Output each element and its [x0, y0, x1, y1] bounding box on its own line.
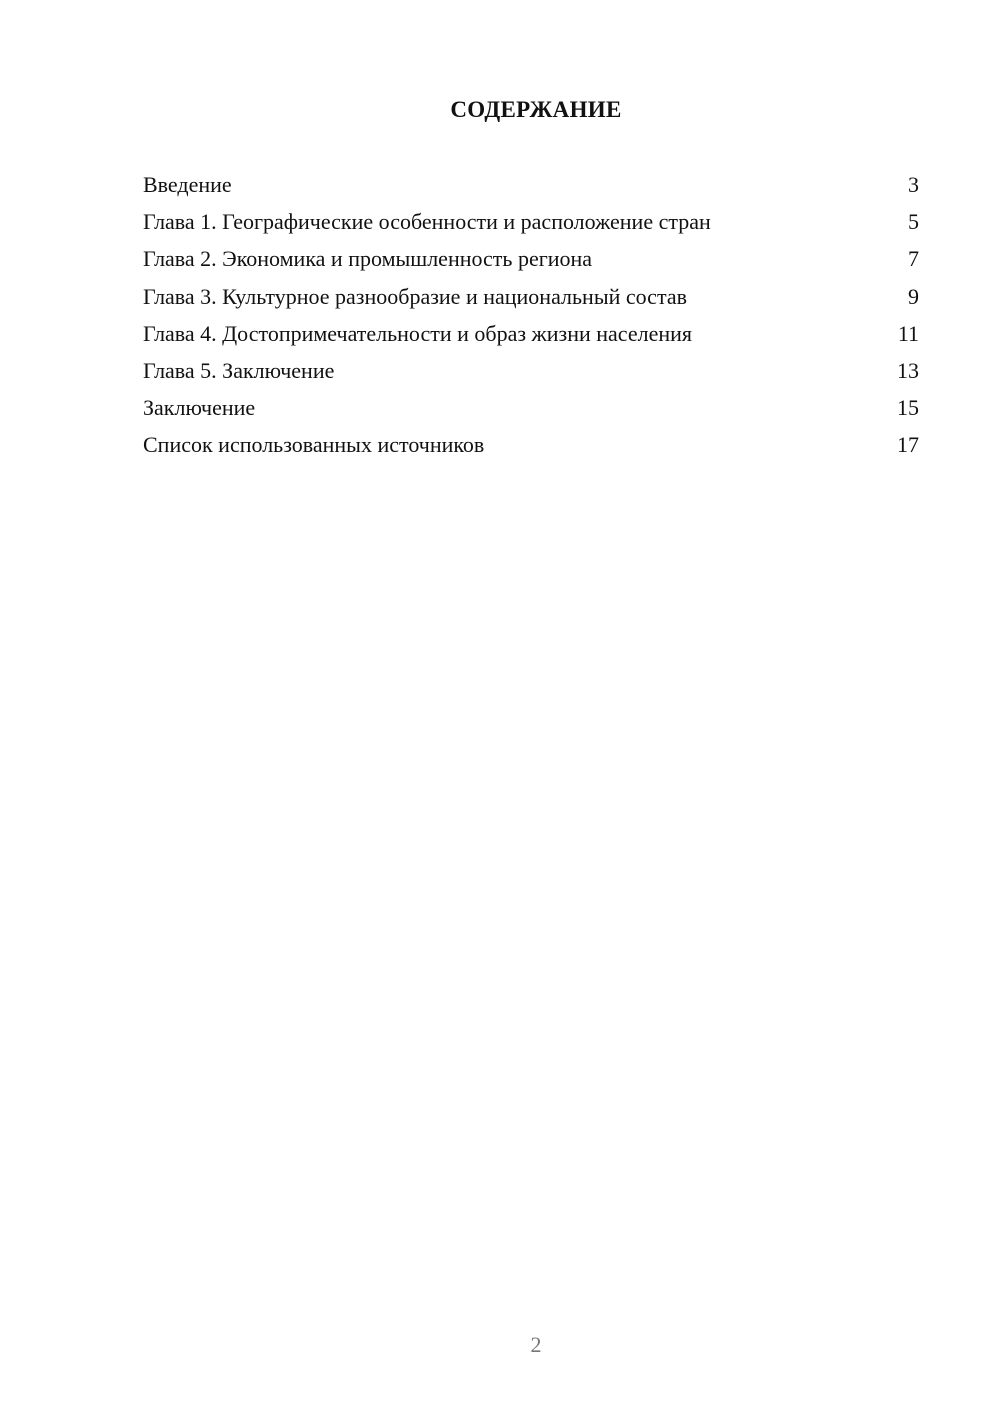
toc-entry	[143, 315, 919, 352]
toc-entry-page: 7	[908, 246, 919, 272]
toc-entry-page: 9	[908, 283, 919, 309]
toc-entry-label: Глава 2. Экономика и промышленность региона	[143, 246, 593, 272]
toc-entry	[143, 278, 919, 315]
toc-entry-page: 11	[897, 320, 919, 346]
toc-entry-page: 5	[908, 209, 919, 235]
toc-entry-page: 13	[897, 357, 919, 383]
toc-entry-label: Введение	[143, 172, 232, 197]
toc-entry-page: 17	[897, 432, 919, 458]
toc-entry-label: Глава 1. Географические особенности и расположение стран	[143, 209, 711, 235]
toc-entry-label: Заключение	[143, 395, 256, 421]
toc-entry	[143, 352, 919, 389]
toc-entry-page: 15	[897, 395, 919, 421]
toc-entry	[143, 240, 919, 277]
toc-title: СОДЕРЖАНИЕ	[450, 97, 622, 122]
toc-entry-label: Глава 4. Достопримечательности и образ жизни населения	[143, 320, 693, 346]
toc-entry	[143, 389, 919, 426]
table-of-contents	[143, 166, 919, 464]
toc-entry	[143, 166, 919, 203]
toc-entry	[143, 426, 919, 463]
toc-entry-label: Глава 5. Заключение	[143, 357, 335, 383]
toc-entry-label: Список использованных источников	[143, 432, 485, 458]
page-number: 2	[530, 1332, 542, 1357]
toc-entry	[143, 203, 919, 240]
toc-entry-page: 3	[908, 172, 919, 197]
toc-entry-label: Глава 3. Культурное разнообразие и национальный состав	[143, 283, 687, 309]
